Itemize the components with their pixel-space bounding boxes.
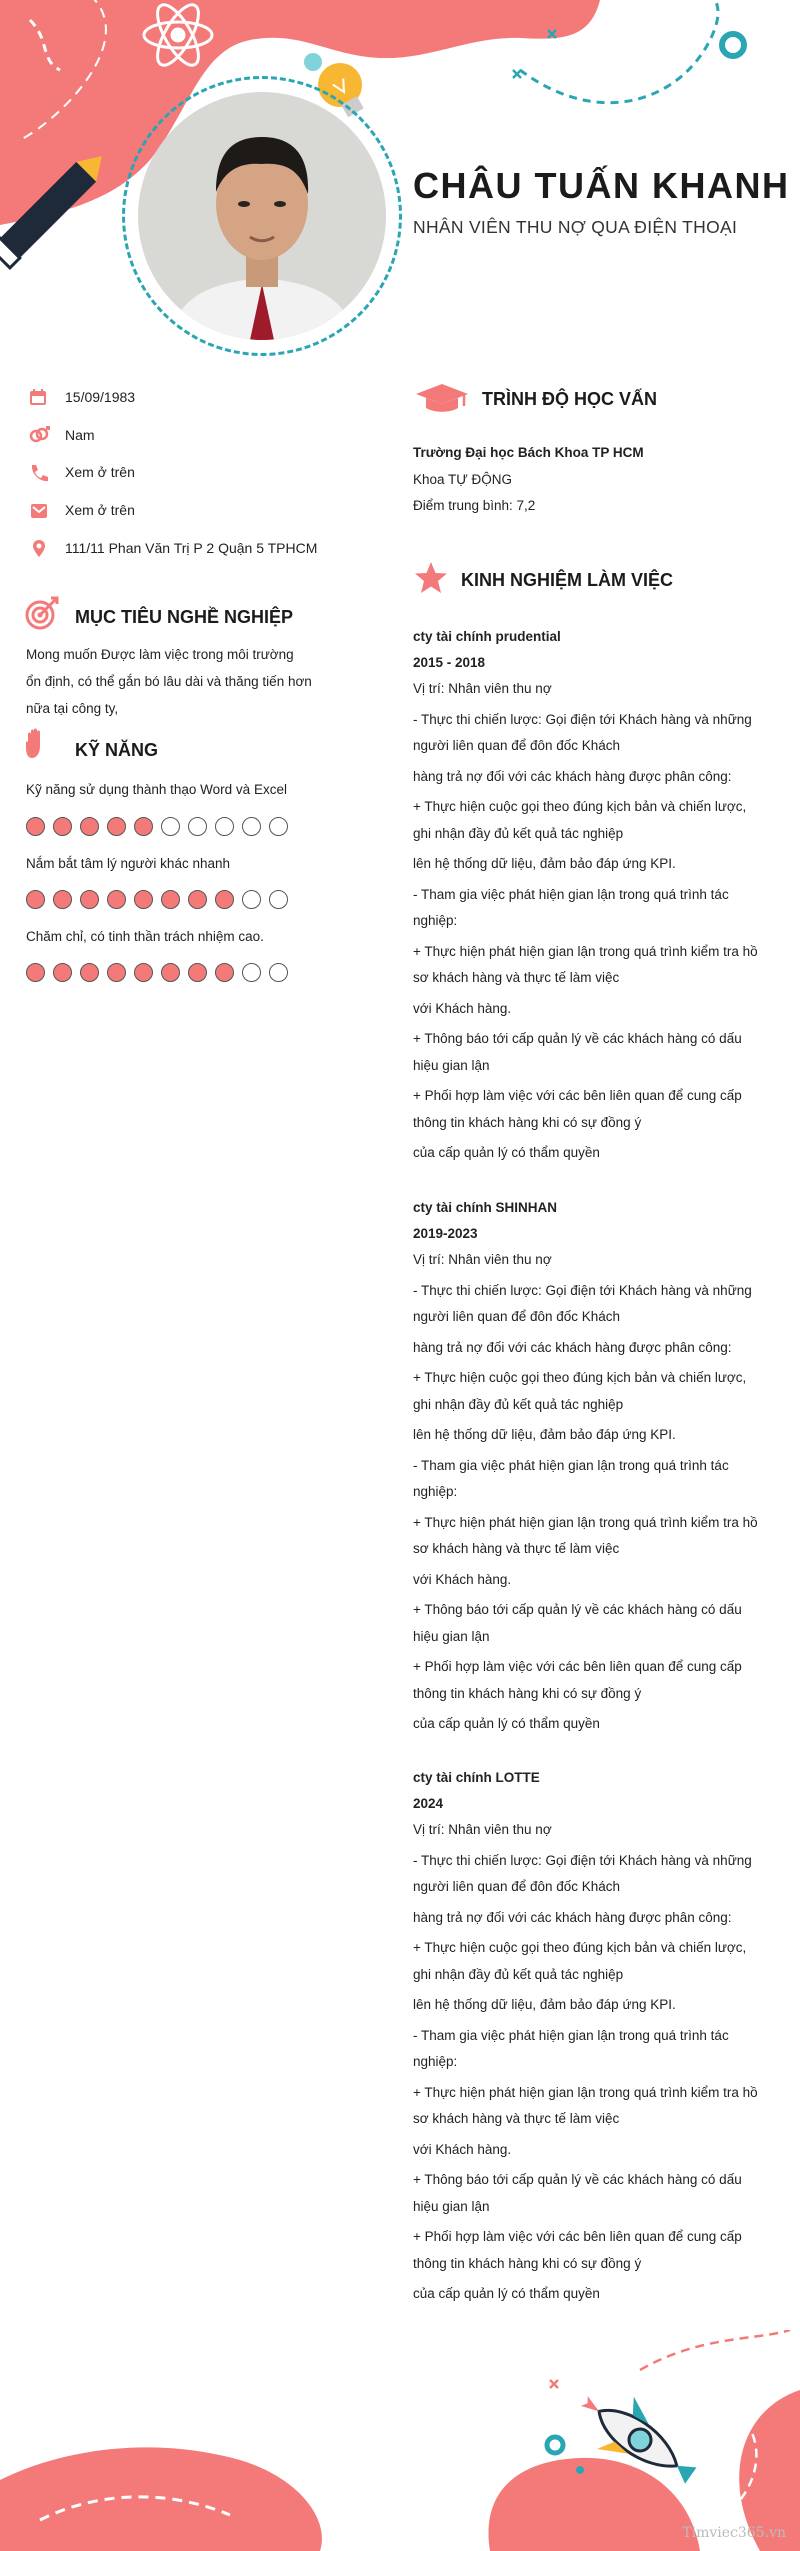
- footer-decoration: [0, 2330, 800, 2551]
- job-duty: [413, 882, 770, 935]
- job-duty-line: hiệu gian lận: [413, 1057, 490, 1073]
- avatar: [138, 92, 386, 340]
- job-duty-line: + Thông báo tới cấp quản lý về các khách hàng có dấu: [413, 2172, 742, 2187]
- skill-dot-filled: [161, 963, 180, 982]
- skill-dot-empty: [188, 817, 207, 836]
- candidate-name: CHÂU TUẤN KHANH: [413, 165, 790, 206]
- objective-heading: MỤC TIÊU NGHỀ NGHIỆP: [75, 607, 294, 627]
- skill-label: Chăm chỉ, có tinh thần trách nhiệm cao.: [26, 929, 264, 944]
- job-entry: [413, 1765, 770, 2308]
- job-duty: [413, 1026, 770, 1079]
- job-duty: với Khách hàng.: [413, 2141, 512, 2157]
- job-duty-line: + Thông báo tới cấp quản lý về các khách hàng có dấu: [413, 1031, 742, 1046]
- gender-value: Nam: [65, 427, 95, 443]
- watermark: Timviec365.vn: [682, 2525, 786, 2541]
- job-duty-line: người liên quan để đôn đốc Khách: [413, 1879, 621, 1894]
- job-entry: [413, 624, 770, 1167]
- job-duty: của cấp quản lý có thẩm quyền: [413, 2286, 600, 2301]
- address-value: 111/11 Phan Văn Trị P 2 Quận 5 TPHCM: [65, 540, 318, 556]
- skills-heading: KỸ NĂNG: [75, 740, 159, 760]
- job-duty: hàng trả nợ đối với các khách hàng được phân công:: [413, 1909, 732, 1925]
- experience-heading: KINH NGHIỆM LÀM VIỆC: [461, 570, 674, 590]
- skill-dot-filled: [53, 963, 72, 982]
- job-duty: lên hệ thống dữ liệu, đảm bảo đáp ứng KPI.: [413, 1427, 676, 1442]
- job-duty-line: - Tham gia việc phát hiện gian lận trong quá trình tác: [413, 1457, 729, 1473]
- skill-rating: [26, 963, 288, 982]
- skill-dot-filled: [80, 890, 99, 909]
- job-duty: [413, 794, 770, 847]
- skill-dot-empty: [269, 963, 288, 982]
- job-duty-line: + Thực hiện phát hiện gian lận trong quá trình kiểm tra hồ: [413, 943, 758, 959]
- job-duty: với Khách hàng.: [413, 1000, 512, 1016]
- job-duty: [413, 1848, 770, 1901]
- job-duty-line: - Thực thi chiến lược: Gọi điện tới Khách hàng và những: [413, 1282, 752, 1298]
- job-duty-line: - Thực thi chiến lược: Gọi điện tới Khách hàng và những: [413, 1852, 752, 1868]
- job-duty: [413, 1510, 770, 1563]
- location-pin-icon: [28, 538, 50, 560]
- job-duty: của cấp quản lý có thẩm quyền: [413, 1145, 600, 1160]
- education-gpa: Điểm trung bình: 7,2: [413, 498, 536, 513]
- skill-dot-filled: [215, 890, 234, 909]
- skill-dot-filled: [26, 817, 45, 836]
- job-duty-line: nghiệp:: [413, 2054, 458, 2069]
- job-duty: lên hệ thống dữ liệu, đảm bảo đáp ứng KPI.: [413, 856, 676, 871]
- job-duty: lên hệ thống dữ liệu, đảm bảo đáp ứng KPI.: [413, 1997, 676, 2012]
- job-duty-line: người liên quan để đôn đốc Khách: [413, 1309, 621, 1324]
- objective-line: Mong muốn Được làm việc trong môi trường: [26, 647, 294, 662]
- job-duty: của cấp quản lý có thẩm quyền: [413, 1716, 600, 1731]
- job-duty-line: + Phối hợp làm việc với các bên liên quan để cung cấp: [413, 1088, 742, 1103]
- job-duty: [413, 1935, 770, 1988]
- job-duty-line: - Thực thi chiến lược: Gọi điện tới Khách hàng và những: [413, 711, 752, 727]
- job-duty: với Khách hàng.: [413, 1571, 512, 1587]
- job-duty-line: - Tham gia việc phát hiện gian lận trong quá trình tác: [413, 2027, 729, 2043]
- target-icon: [24, 595, 60, 631]
- job-duty-line: nghiệp:: [413, 1484, 458, 1499]
- job-period: 2019-2023: [413, 1226, 478, 1241]
- skill-dot-filled: [215, 963, 234, 982]
- job-duty-line: ghi nhận đầy đủ kết quả tác nghiệp: [413, 825, 624, 841]
- education-faculty: Khoa TỰ ĐỘNG: [413, 471, 513, 487]
- skill-dot-filled: [188, 963, 207, 982]
- job-duty-line: + Phối hợp làm việc với các bên liên quan để cung cấp: [413, 2229, 742, 2244]
- education-school: Trường Đại học Bách Khoa TP HCM: [413, 445, 644, 460]
- job-duty: [413, 2224, 770, 2277]
- skill-rating: [26, 890, 288, 909]
- skill-dot-filled: [26, 890, 45, 909]
- job-duty-line: + Thực hiện cuộc gọi theo đúng kịch bản và chiến lược,: [413, 1370, 747, 1385]
- job-duty-line: ghi nhận đầy đủ kết quả tác nghiệp: [413, 1396, 624, 1412]
- job-duty: hàng trả nợ đối với các khách hàng được phân công:: [413, 1339, 732, 1355]
- objective-text: [26, 641, 326, 722]
- job-duty-line: hiệu gian lận: [413, 1628, 490, 1644]
- skill-dot-empty: [269, 890, 288, 909]
- job-duty-line: hiệu gian lận: [413, 2198, 490, 2214]
- skill-dot-filled: [134, 963, 153, 982]
- job-duty-line: nghiệp:: [413, 913, 458, 928]
- job-duty: [413, 707, 770, 760]
- job-duty-line: + Thực hiện cuộc gọi theo đúng kịch bản và chiến lược,: [413, 1940, 747, 1955]
- skill-dot-filled: [53, 890, 72, 909]
- job-duty-line: sơ khách hàng và thực tế làm việc: [413, 2111, 620, 2126]
- job-company: cty tài chính prudential: [413, 629, 561, 644]
- job-duty-line: ghi nhận đầy đủ kết quả tác nghiệp: [413, 1966, 624, 1982]
- job-duty: [413, 2080, 770, 2133]
- skill-dot-empty: [215, 817, 234, 836]
- job-duty-line: + Thực hiện phát hiện gian lận trong quá trình kiểm tra hồ: [413, 2084, 758, 2100]
- job-duty-line: thông tin khách hàng khi có sự đồng ý: [413, 1685, 642, 1701]
- job-duty: [413, 1453, 770, 1506]
- job-duty: [413, 1278, 770, 1331]
- skill-dot-filled: [188, 890, 207, 909]
- skill-dot-filled: [26, 963, 45, 982]
- skill-label: Kỹ năng sử dụng thành thạo Word và Excel: [26, 782, 287, 797]
- job-duty-line: + Phối hợp làm việc với các bên liên quan để cung cấp: [413, 1659, 742, 1674]
- job-position: Vị trí: Nhân viên thu nợ: [413, 1252, 552, 1267]
- job-duty-line: + Thông báo tới cấp quản lý về các khách hàng có dấu: [413, 1602, 742, 1617]
- star-icon: [413, 561, 449, 595]
- job-entry: [413, 1195, 770, 1738]
- candidate-job-title: NHÂN VIÊN THU NỢ QUA ĐIỆN THOẠI: [413, 217, 738, 237]
- skill-dot-filled: [53, 817, 72, 836]
- phone-value: Xem ở trên: [65, 464, 135, 480]
- job-duty: hàng trả nợ đối với các khách hàng được phân công:: [413, 768, 732, 784]
- job-duty-line: người liên quan để đôn đốc Khách: [413, 738, 621, 753]
- objective-line: ổn định, có thể gắn bó lâu dài và thăng tiến hơn: [26, 674, 312, 689]
- job-duty-line: + Thực hiện cuộc gọi theo đúng kịch bản và chiến lược,: [413, 799, 747, 814]
- job-position: Vị trí: Nhân viên thu nợ: [413, 1822, 552, 1837]
- skill-dot-filled: [107, 817, 126, 836]
- skill-dot-filled: [107, 963, 126, 982]
- education-heading: TRÌNH ĐỘ HỌC VẤN: [482, 389, 657, 409]
- skill-dot-filled: [134, 890, 153, 909]
- phone-icon: [28, 462, 50, 484]
- skill-label: Nắm bắt tâm lý người khác nhanh: [26, 856, 230, 871]
- skill-dot-filled: [80, 817, 99, 836]
- job-duty: [413, 1083, 770, 1136]
- skill-dot-empty: [242, 890, 261, 909]
- job-company: cty tài chính LOTTE: [413, 1770, 540, 1785]
- mail-icon: [28, 500, 50, 522]
- job-duty-line: + Thực hiện phát hiện gian lận trong quá trình kiểm tra hồ: [413, 1514, 758, 1530]
- job-company: cty tài chính SHINHAN: [413, 1200, 558, 1215]
- job-duty: [413, 939, 770, 992]
- birthday-value: 15/09/1983: [65, 389, 136, 405]
- job-duty-line: - Tham gia việc phát hiện gian lận trong quá trình tác: [413, 886, 729, 902]
- job-period: 2024: [413, 1796, 444, 1811]
- job-duty: [413, 1654, 770, 1707]
- gender-icon: [28, 425, 50, 447]
- job-duty-line: thông tin khách hàng khi có sự đồng ý: [413, 1114, 642, 1130]
- job-duty-line: sơ khách hàng và thực tế làm việc: [413, 1541, 620, 1556]
- skill-dot-empty: [242, 817, 261, 836]
- job-duty-line: sơ khách hàng và thực tế làm việc: [413, 970, 620, 985]
- education-block: [413, 440, 770, 520]
- email-value: Xem ở trên: [65, 502, 135, 518]
- skill-dot-empty: [161, 817, 180, 836]
- skill-dot-filled: [80, 963, 99, 982]
- skill-dot-filled: [161, 890, 180, 909]
- skill-rating: [26, 817, 288, 836]
- objective-line: nữa tại công ty,: [26, 701, 119, 716]
- skill-dot-filled: [107, 890, 126, 909]
- skill-dot-empty: [269, 817, 288, 836]
- skill-dot-filled: [134, 817, 153, 836]
- job-position: Vị trí: Nhân viên thu nợ: [413, 681, 552, 696]
- job-duty: [413, 2023, 770, 2076]
- job-duty: [413, 1365, 770, 1418]
- hand-icon: [24, 728, 50, 760]
- calendar-icon: [28, 387, 50, 409]
- job-duty: [413, 1597, 770, 1650]
- job-duty-line: thông tin khách hàng khi có sự đồng ý: [413, 2255, 642, 2271]
- job-period: 2015 - 2018: [413, 655, 486, 670]
- skill-dot-empty: [242, 963, 261, 982]
- job-duty: [413, 2167, 770, 2220]
- graduation-cap-icon: [414, 382, 470, 414]
